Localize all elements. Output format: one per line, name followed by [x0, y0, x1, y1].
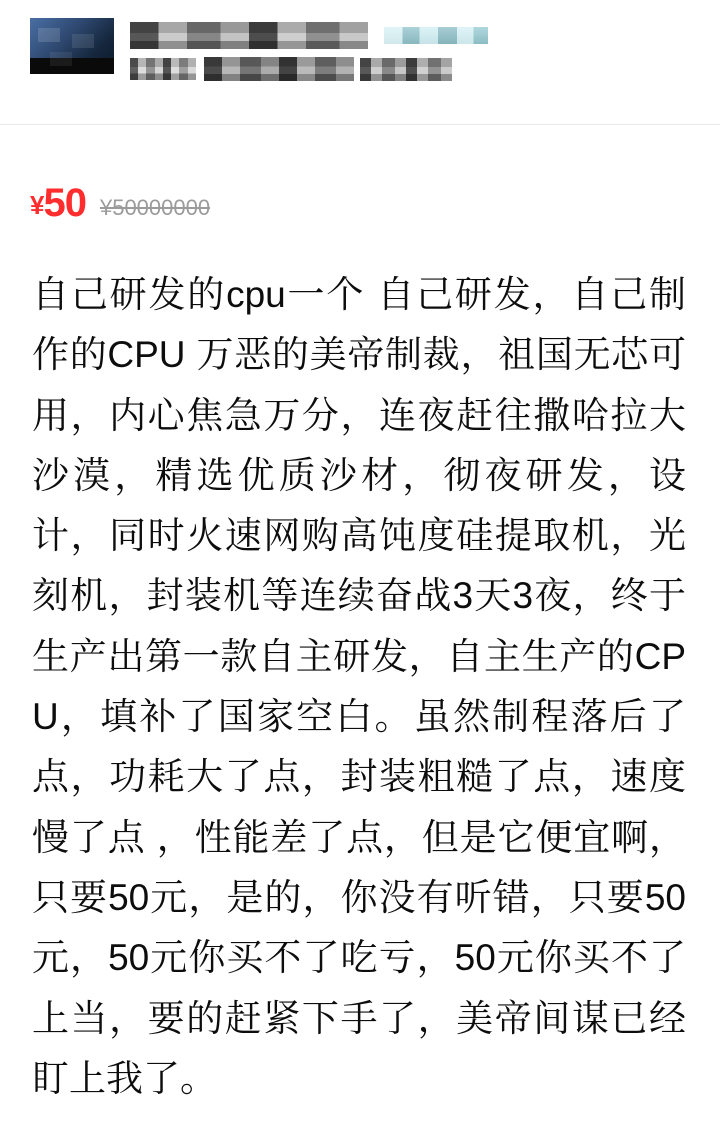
avatar[interactable]: [30, 18, 114, 74]
seller-header-inner: [30, 18, 690, 81]
seller-subtitle-redacted-a: [130, 58, 196, 80]
seller-badge-redacted: [384, 27, 488, 44]
current-price: [30, 183, 86, 223]
original-price: ¥50000000: [99, 195, 211, 220]
seller-name-line: [130, 22, 690, 49]
seller-header[interactable]: [0, 0, 720, 125]
seller-name-redacted: [130, 22, 368, 49]
price-row: [0, 125, 720, 223]
seller-subtitle-line: [130, 57, 690, 81]
currency-symbol: ¥: [30, 190, 44, 220]
current-price-value: 50: [43, 181, 86, 225]
product-description: 自己研发的cpu一个 自己研发，自己制作的CPU 万恶的美帝制裁，祖国无芯可用，内心焦急万分，连夜赶往撒哈拉大沙漠，精选优质沙材，彻夜研发，设计，同时火速网购高饨度硅提取机，光刻机，封装机等连续奋战3天3夜，终于生产出第一款自主研发，自主生产的CPU，填补了国家空白。虽然制程落后了点，功耗大了点，封装粗糙了点，速度慢了点 ，性能差了点，但是它便宜啊，只要50元，是的，你没有听错，只要50元，50元你买不了吃亏，50元你买不了上当，要的赶紧下手了，美帝间谋已经盯上我了。: [32, 274, 686, 1099]
seller-info: [130, 18, 690, 81]
seller-subtitle-redacted-b: [204, 57, 354, 81]
seller-subtitle-redacted-c: [360, 58, 452, 81]
